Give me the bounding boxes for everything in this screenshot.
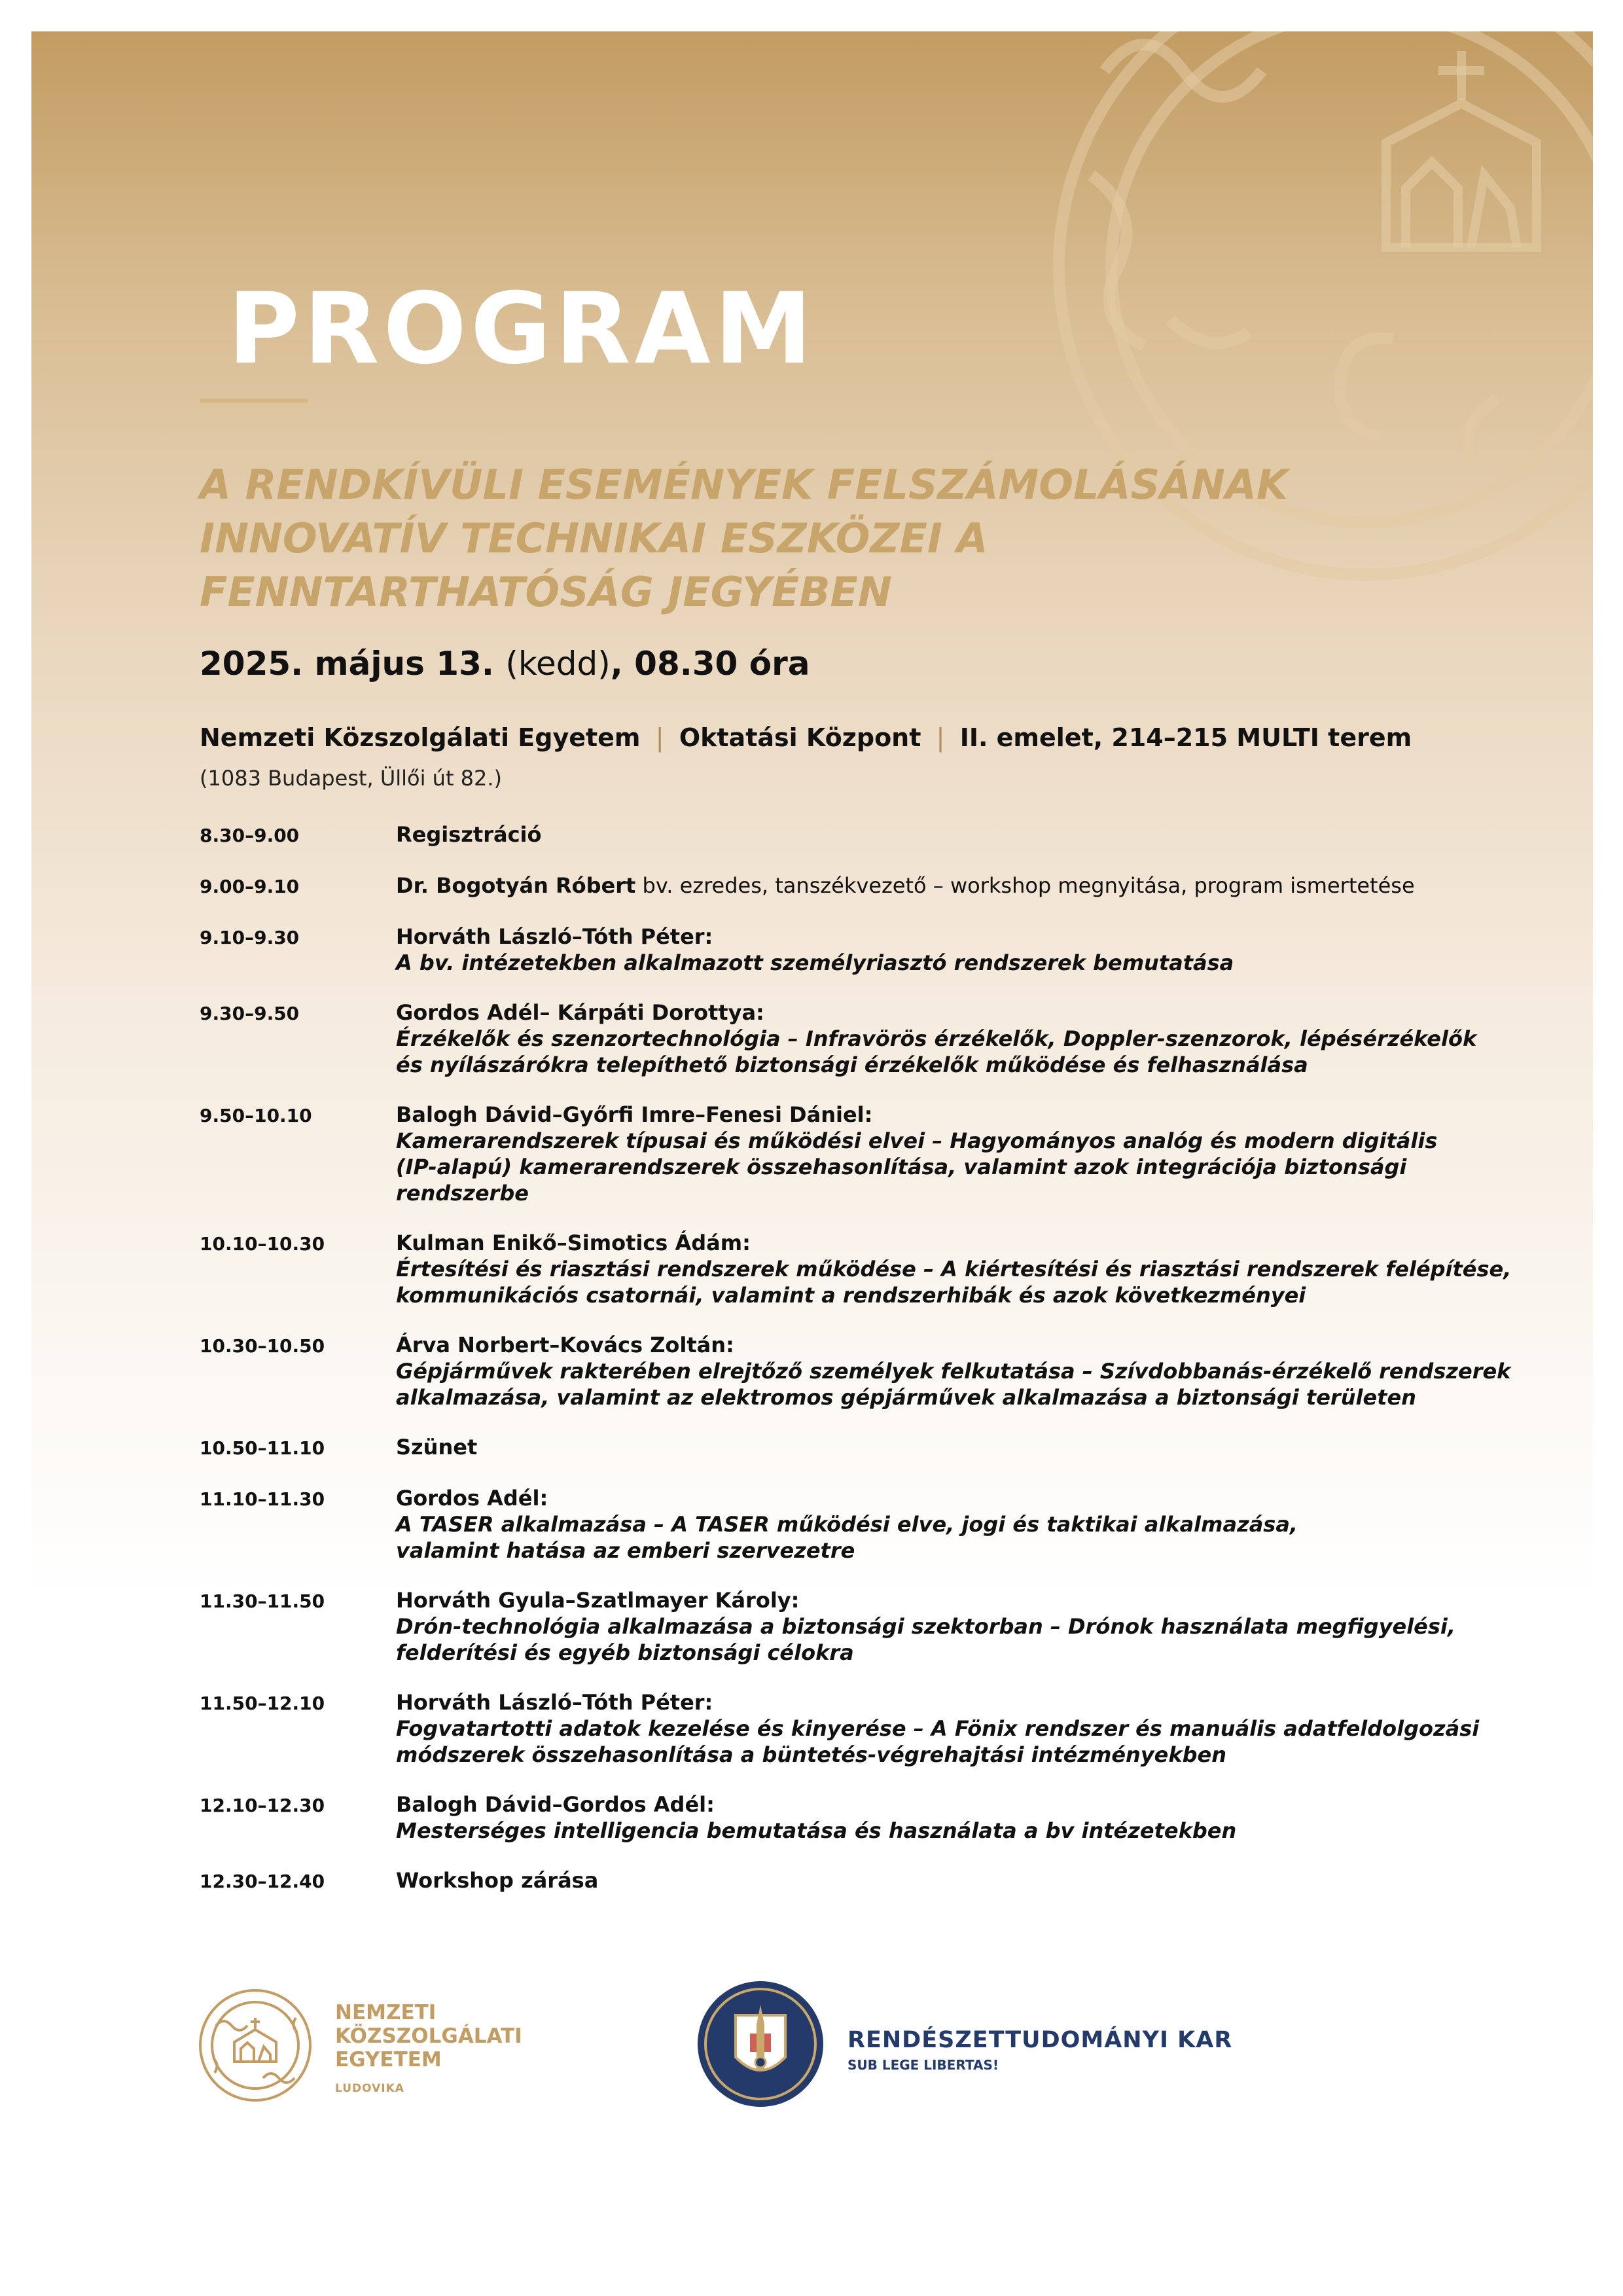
session-speakers: [396, 821, 1541, 848]
schedule-content: [396, 1587, 1541, 1666]
venue-room: II. emelet, 214–215 MULTI terem: [959, 723, 1412, 752]
event-venue: [200, 723, 1412, 752]
schedule-time: 10.10–10.30: [200, 1233, 325, 1255]
topic-text: A bv. intézetekben alkalmazott személyriasztó rendszerek bemutatása: [396, 950, 1234, 975]
session-speakers: [396, 1102, 1541, 1128]
schedule-row: [200, 1791, 1541, 1844]
session-topic: [396, 950, 1541, 976]
session-topic: [396, 1026, 1541, 1052]
topic-text: Kamerarendszerek típusai és működési elvei – Hagyományos analóg és modern digitális: [396, 1128, 1438, 1153]
session-topic: [396, 1052, 1541, 1078]
title-divider: [200, 399, 308, 403]
session-speakers: [396, 999, 1541, 1026]
session-topic: [396, 1537, 1541, 1564]
session-speakers: [396, 1230, 1541, 1256]
schedule-row: [200, 872, 1541, 900]
topic-text: kommunikációs csatornái, valamint a rendszerhibák és azok következményei: [396, 1283, 1306, 1308]
schedule-row: [200, 1332, 1541, 1410]
subtitle-line: A RENDKÍVÜLI ESEMÉNYEK FELSZÁMOLÁSÁNAK: [200, 461, 1289, 509]
session-topic: [396, 1511, 1541, 1537]
session-topic: [396, 1742, 1541, 1768]
topic-text: és nyílászárókra telepíthető biztonsági érzékelők működése és felhasználása: [396, 1052, 1308, 1077]
schedule-content: [396, 1332, 1541, 1410]
venue-separator: |: [655, 723, 664, 752]
schedule-row: [200, 924, 1541, 976]
topic-text: A TASER alkalmazása – A TASER működési elve, jogi és taktikai alkalmazása,: [396, 1512, 1298, 1537]
speaker-text: Szünet: [396, 1435, 478, 1460]
venue-separator: |: [936, 723, 945, 752]
speaker-text: Balogh Dávid–Győrfi Imre–Fenesi Dániel:: [396, 1102, 873, 1127]
schedule-row: [200, 1587, 1541, 1666]
topic-text: Fogvatartotti adatok kezelése és kinyerése – A Fönix rendszer és manuális adatfeldolgozási: [396, 1716, 1480, 1741]
venue-university: Nemzeti Közszolgálati Egyetem: [200, 723, 641, 752]
schedule-row: [200, 1867, 1541, 1895]
event-address: (1083 Budapest, Üllői út 82.): [200, 766, 503, 791]
topic-text: felderítési és egyéb biztonsági célokra: [396, 1640, 854, 1665]
nke-subline: LUDOVIKA: [335, 2082, 404, 2095]
event-datetime: [200, 645, 810, 683]
session-speakers: [396, 1332, 1541, 1358]
speaker-role: bv. ezredes, tanszékvezető – workshop megnyitása, program ismertetése: [635, 873, 1415, 898]
speaker-text: Balogh Dávid–Gordos Adél:: [396, 1792, 715, 1817]
schedule-time: 10.30–10.50: [200, 1335, 325, 1357]
schedule-content: [396, 1485, 1541, 1564]
topic-text: (IP-alapú) kamerarendszerek összehasonlítása, valamint azok integrációja biztonsági: [396, 1155, 1407, 1179]
speaker-text: Horváth Gyula–Szatlmayer Károly:: [396, 1588, 800, 1613]
session-speakers: [396, 872, 1541, 899]
schedule-row: [200, 1689, 1541, 1768]
schedule-content: [396, 872, 1541, 900]
rtk-motto: SUB LEGE LIBERTAS!: [847, 2057, 999, 2073]
schedule-row: [200, 1485, 1541, 1564]
schedule-content: [396, 1689, 1541, 1768]
schedule-time: 12.10–12.30: [200, 1795, 325, 1816]
subtitle-line: INNOVATÍV TECHNIKAI ESZKÖZEI A: [200, 514, 988, 562]
topic-text: Érzékelők és szenzortechnológia – Infravörös érzékelők, Doppler-szenzorok, lépésérzékelők: [396, 1026, 1477, 1051]
event-time: , 08.30 óra: [610, 645, 810, 683]
session-topic: [396, 1640, 1541, 1666]
schedule-row: [200, 1230, 1541, 1308]
session-speakers: [396, 1867, 1541, 1893]
nke-wordmark-line: NEMZETI: [335, 2001, 437, 2024]
speaker-text: Dr. Bogotyán Róbert: [396, 873, 636, 898]
schedule-content: [396, 1230, 1541, 1308]
schedule-time: 11.50–12.10: [200, 1693, 325, 1714]
schedule-time: 9.30–9.50: [200, 1003, 300, 1024]
schedule-content: [396, 924, 1541, 976]
speaker-text: Gordos Adél– Kárpáti Dorottya:: [396, 1000, 764, 1025]
speaker-text: Árva Norbert–Kovács Zoltán:: [396, 1333, 734, 1357]
topic-text: módszerek összehasonlítása a büntetés-végrehajtási intézményekben: [396, 1742, 1227, 1767]
venue-building: Oktatási Központ: [679, 723, 921, 752]
event-weekday: (kedd): [505, 645, 611, 683]
speaker-text: Kulman Enikő–Simotics Ádám:: [396, 1230, 751, 1255]
speaker-text: Regisztráció: [396, 822, 542, 847]
session-topic: [396, 1384, 1541, 1410]
speaker-text: Horváth László–Tóth Péter:: [396, 924, 713, 949]
speaker-text: Workshop zárása: [396, 1868, 599, 1893]
topic-text: Gépjárművek rakterében elrejtőző személyek felkutatása – Szívdobbanás-érzékelő rendszerek: [396, 1359, 1511, 1384]
topic-text: valamint hatása az emberi szervezetre: [396, 1538, 855, 1563]
nke-wordmark-line: EGYETEM: [335, 2048, 442, 2072]
topic-text: Mesterséges intelligencia bemutatása és használata a bv intézetekben: [396, 1818, 1237, 1843]
rtk-name: RENDÉSZETTUDOMÁNYI KAR: [847, 2027, 1233, 2053]
schedule-content: [396, 1791, 1541, 1844]
session-topic: [396, 1180, 1541, 1206]
schedule-content: [396, 821, 1541, 849]
subtitle-line: FENNTARTHATÓSÁG JEGYÉBEN: [200, 568, 892, 616]
session-topic: [396, 1358, 1541, 1384]
schedule-row: [200, 999, 1541, 1078]
schedule-time: 9.10–9.30: [200, 927, 300, 948]
session-topic: [396, 1818, 1541, 1844]
topic-text: alkalmazása, valamint az elektromos gépjárművek alkalmazása a biztonsági területen: [396, 1385, 1416, 1410]
schedule-time: 8.30–9.00: [200, 825, 300, 846]
topic-text: rendszerbe: [396, 1181, 529, 1206]
session-topic: [396, 1282, 1541, 1308]
speaker-text: Gordos Adél:: [396, 1486, 548, 1511]
schedule-time: 9.00–9.10: [200, 876, 300, 897]
schedule-content: [396, 999, 1541, 1078]
schedule-content: [396, 1102, 1541, 1206]
topic-text: Értesítési és riasztási rendszerek működése – A kiértesítési és riasztási rendszerek felépítése,: [396, 1257, 1512, 1282]
session-speakers: [396, 1434, 1541, 1460]
schedule-time: 12.30–12.40: [200, 1871, 325, 1892]
nke-logo-icon: [196, 1986, 314, 2104]
schedule-row: [200, 821, 1541, 849]
session-topic: [396, 1154, 1541, 1180]
session-speakers: [396, 1689, 1541, 1715]
schedule-time: 9.50–10.10: [200, 1105, 312, 1126]
topic-text: Drón-technológia alkalmazása a biztonsági szektorban – Drónok használata megfigyelési,: [396, 1614, 1456, 1639]
schedule-row: [200, 1434, 1541, 1462]
schedule-list: [200, 821, 1541, 1895]
session-speakers: [396, 1485, 1541, 1511]
page-title: PROGRAM: [228, 272, 816, 386]
session-topic: [396, 1715, 1541, 1742]
footer-logos: [196, 1986, 1440, 2117]
session-topic: [396, 1128, 1541, 1154]
schedule-row: [200, 1102, 1541, 1206]
event-subtitle: [200, 458, 1508, 619]
session-topic: [396, 1613, 1541, 1640]
nke-wordmark-line: KÖZSZOLGÁLATI: [335, 2024, 522, 2048]
session-speakers: [396, 924, 1541, 950]
nke-wordmark: [335, 2001, 522, 2100]
event-date: 2025. május 13.: [200, 645, 494, 683]
speaker-text: Horváth László–Tóth Péter:: [396, 1690, 713, 1715]
schedule-content: [396, 1867, 1541, 1895]
schedule-time: 11.30–11.50: [200, 1590, 325, 1612]
schedule-time: 11.10–11.30: [200, 1488, 325, 1510]
session-speakers: [396, 1587, 1541, 1613]
rtk-crest-icon: [695, 1979, 826, 2109]
session-topic: [396, 1256, 1541, 1282]
schedule-time: 10.50–11.10: [200, 1437, 325, 1459]
session-speakers: [396, 1791, 1541, 1818]
schedule-content: [396, 1434, 1541, 1462]
